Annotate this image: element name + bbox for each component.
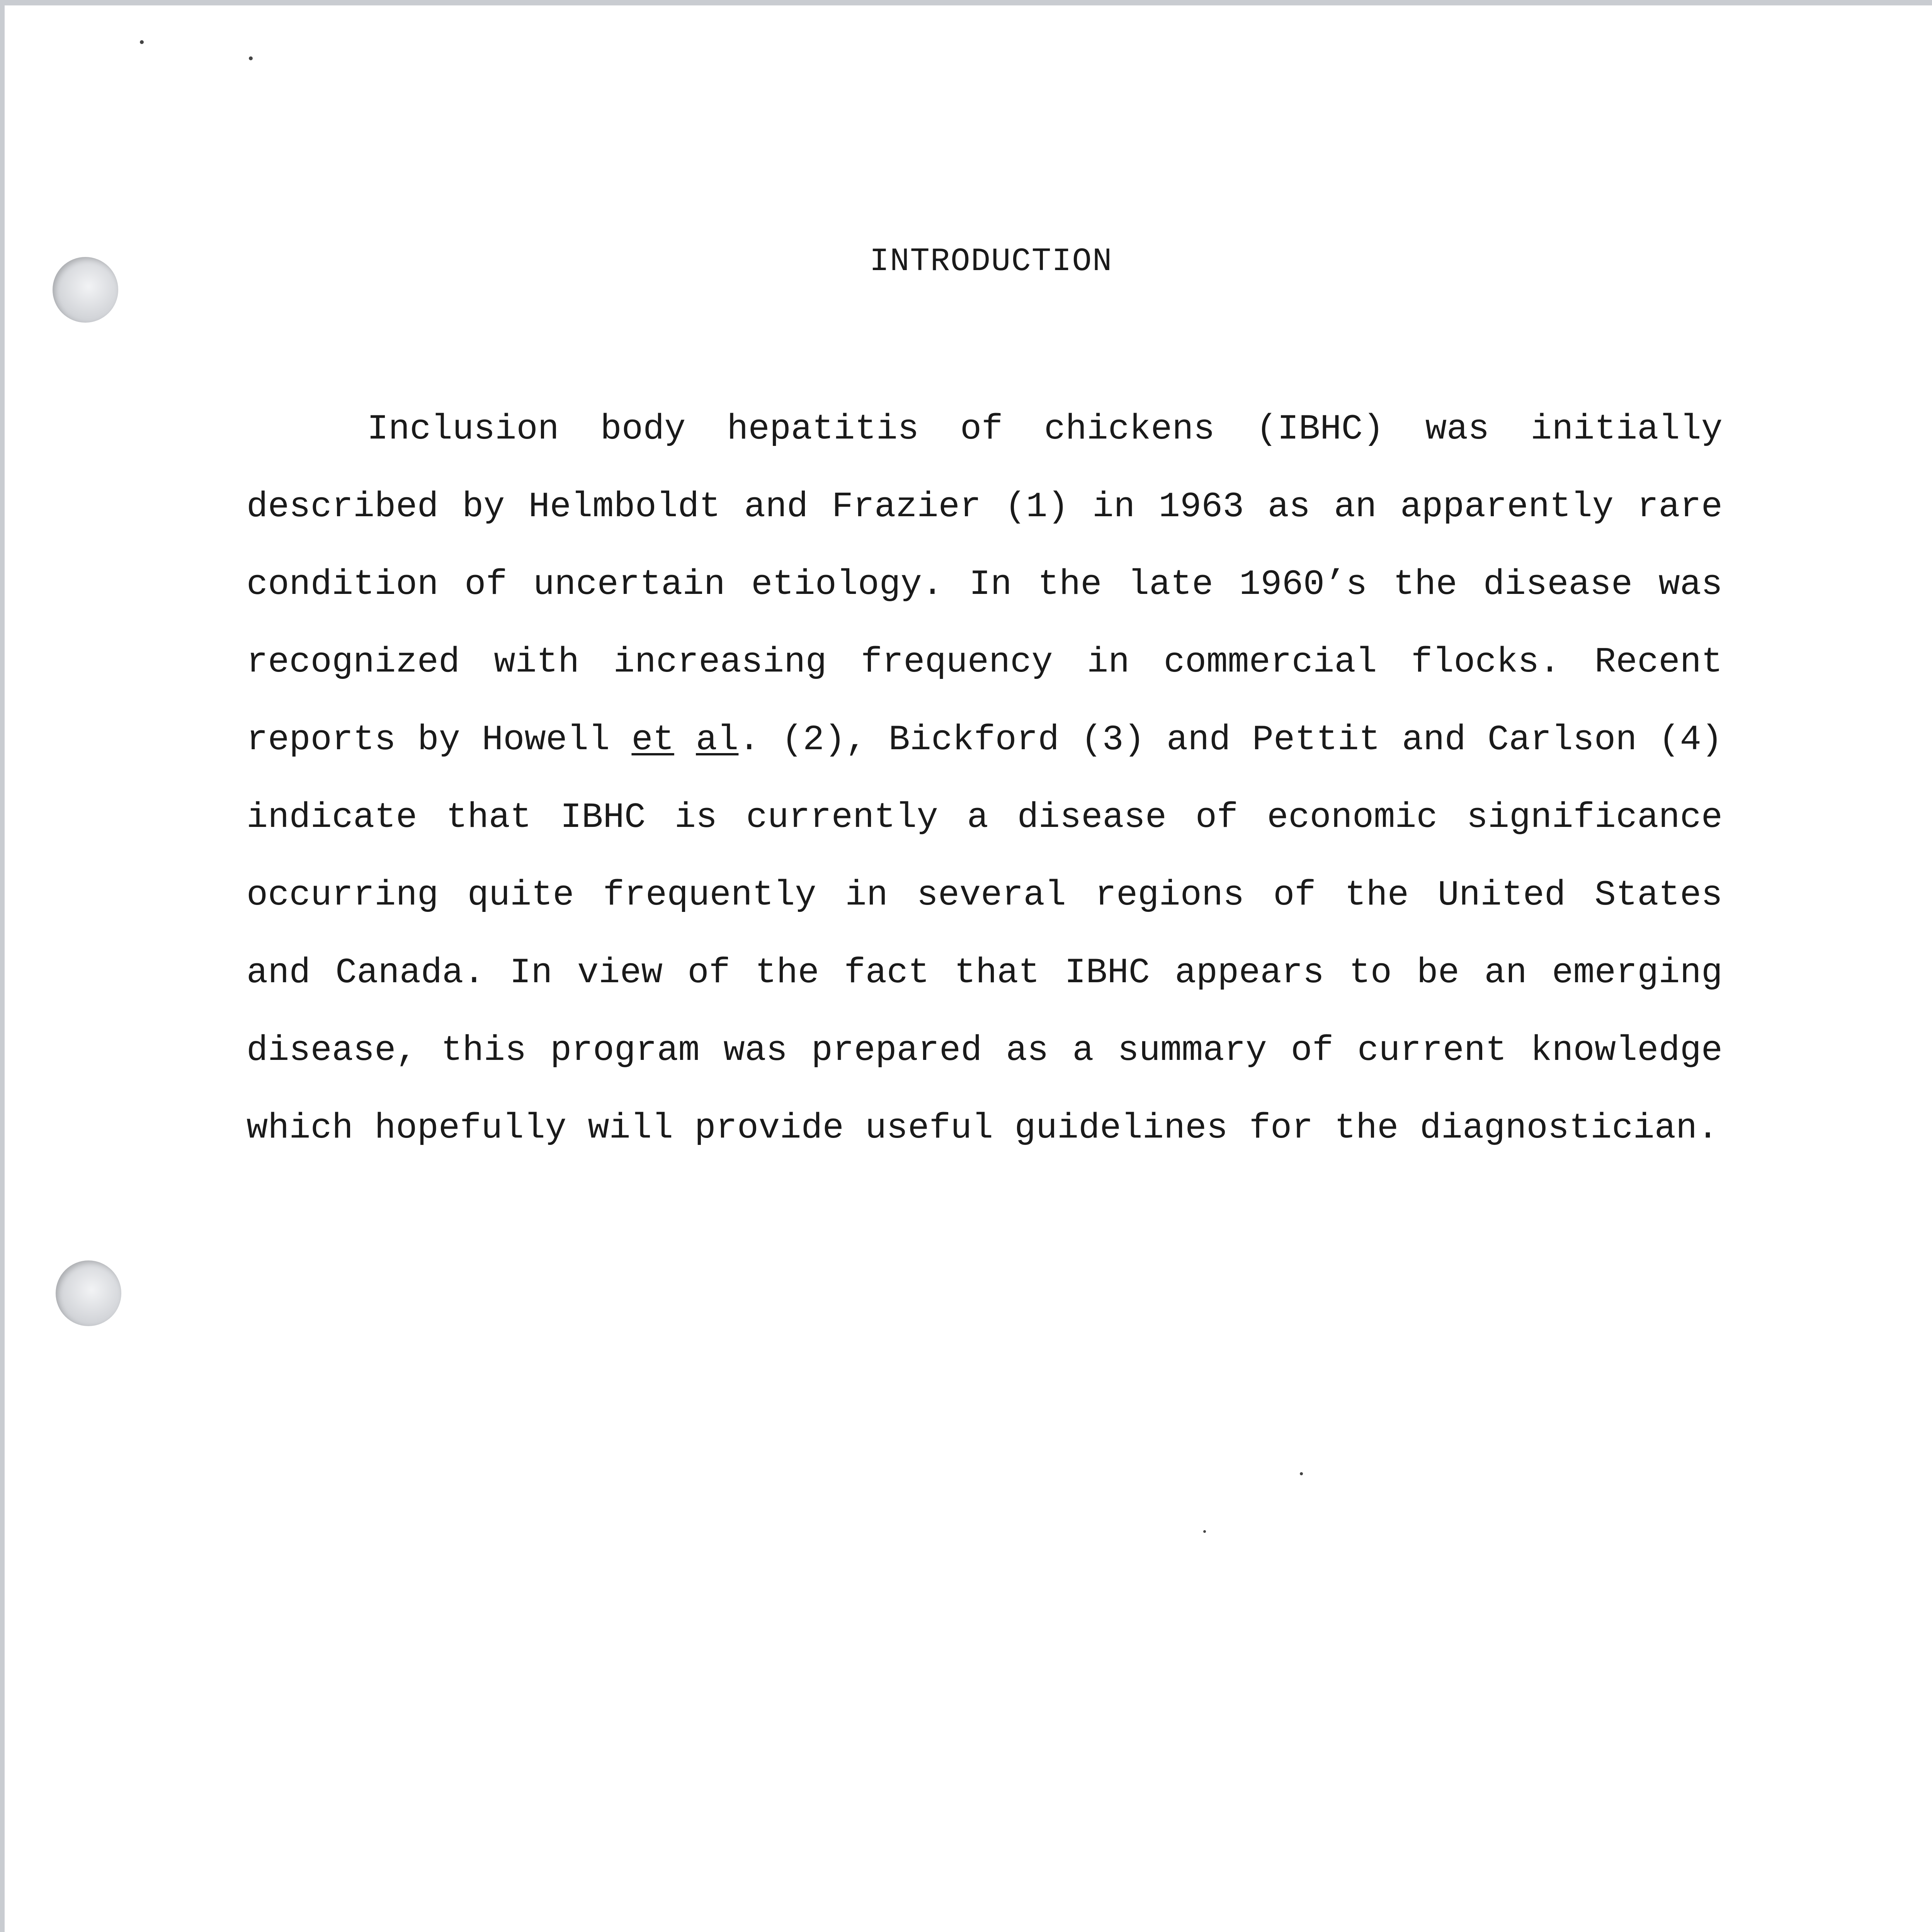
paragraph-text-end: . (2), Bickford (3) and Pettit and Carlson (4) indicate that IBHC is currently a disease of economic significance occurring quite frequently in several regions of the United States and Canada. In view of the fact that IBHC appears to be an emerging disease, this program was prepared as a summary of current knowledge which hopefully will provide useful guidelines for the diagnostician. (247, 719, 1723, 1148)
scan-speck (140, 40, 144, 44)
binder-hole-middle (56, 1260, 121, 1326)
latin-et: et (631, 719, 674, 760)
scan-speck (1203, 1530, 1206, 1533)
scan-speck (1300, 1472, 1303, 1475)
introduction-paragraph (247, 390, 1723, 1167)
page-left-edge (0, 0, 5, 1932)
page-title: INTRODUCTION (869, 243, 1113, 280)
page-top-edge (0, 0, 1932, 5)
paragraph-text-start: Inclusion body hepatitis of chickens (IBHC) was initially described by Helmboldt and Frazier (1) in 1963 as an apparently rare condition of uncertain etiology. In the late 1960’s the disease was recognized with increasing frequency in commercial flocks. Recent reports by Howell (247, 409, 1723, 760)
scan-speck (249, 56, 253, 60)
latin-al: al (696, 719, 739, 760)
word-space (674, 719, 696, 760)
